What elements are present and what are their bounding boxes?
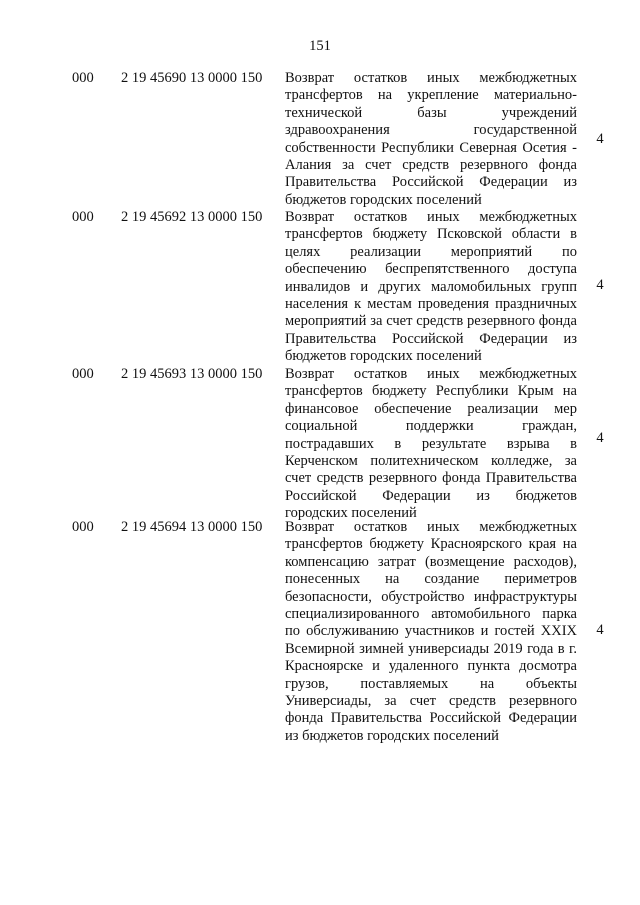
- income-description: Возврат остатков иных межбюджетных трансфертов бюджету Республики Крым на финансовое обеспечение реализации мер социальной поддержки граждан, пострадавших в результате взрыва в Керченском политехническом колледже, за счет средств резервного фонда Правительства Российской Федерации из бюджетов городских поселений: [285, 366, 577, 522]
- income-description: Возврат остатков иных межбюджетных трансфертов бюджету Красноярского края на компенсацию затрат (возмещение расходов), понесенных на создание периметров безопасности, обустройство инфраструктуры специализированного автомобильного парка по обслуживанию участников и гостей XXIX Всемирной зимней универсиады 2019 года в г. Красноярске и удаленного пункта досмотра грузов, поставляемых на объекты Универсиады, за счет средств резервного фонда Правительства Российской Федерации из бюджетов городских поселений: [285, 519, 577, 744]
- budget-classification-code: 2 19 45694 13 0000 150: [121, 519, 263, 535]
- administrator-code: 000: [72, 366, 94, 382]
- budget-classification-code: 2 19 45693 13 0000 150: [121, 366, 263, 382]
- income-description: Возврат остатков иных межбюджетных трансфертов на укрепление материально-технической базы учреждений здравоохранения государственной собственности Республики Северная Осетия - Алания за счет средств резервного фонда Правительства Российской Федерации из бюджетов городских поселений: [285, 70, 577, 208]
- administrator-code: 000: [72, 519, 94, 535]
- column-value: 4: [596, 430, 604, 446]
- budget-classification-code: 2 19 45692 13 0000 150: [121, 209, 263, 225]
- budget-classification-code: 2 19 45690 13 0000 150: [121, 70, 263, 86]
- administrator-code: 000: [72, 70, 94, 86]
- column-value: 4: [596, 131, 604, 147]
- page-number: 151: [309, 38, 331, 54]
- administrator-code: 000: [72, 209, 94, 225]
- column-value: 4: [596, 277, 604, 293]
- income-description: Возврат остатков иных межбюджетных трансфертов бюджету Псковской области в целях реализации мероприятий по обеспечению беспрепятственного доступа инвалидов и других маломобильных групп населения к местам проведения праздничных мероприятий за счет средств резервного фонда Правительства Российской Федерации из бюджетов городских поселений: [285, 209, 577, 365]
- column-value: 4: [596, 622, 604, 638]
